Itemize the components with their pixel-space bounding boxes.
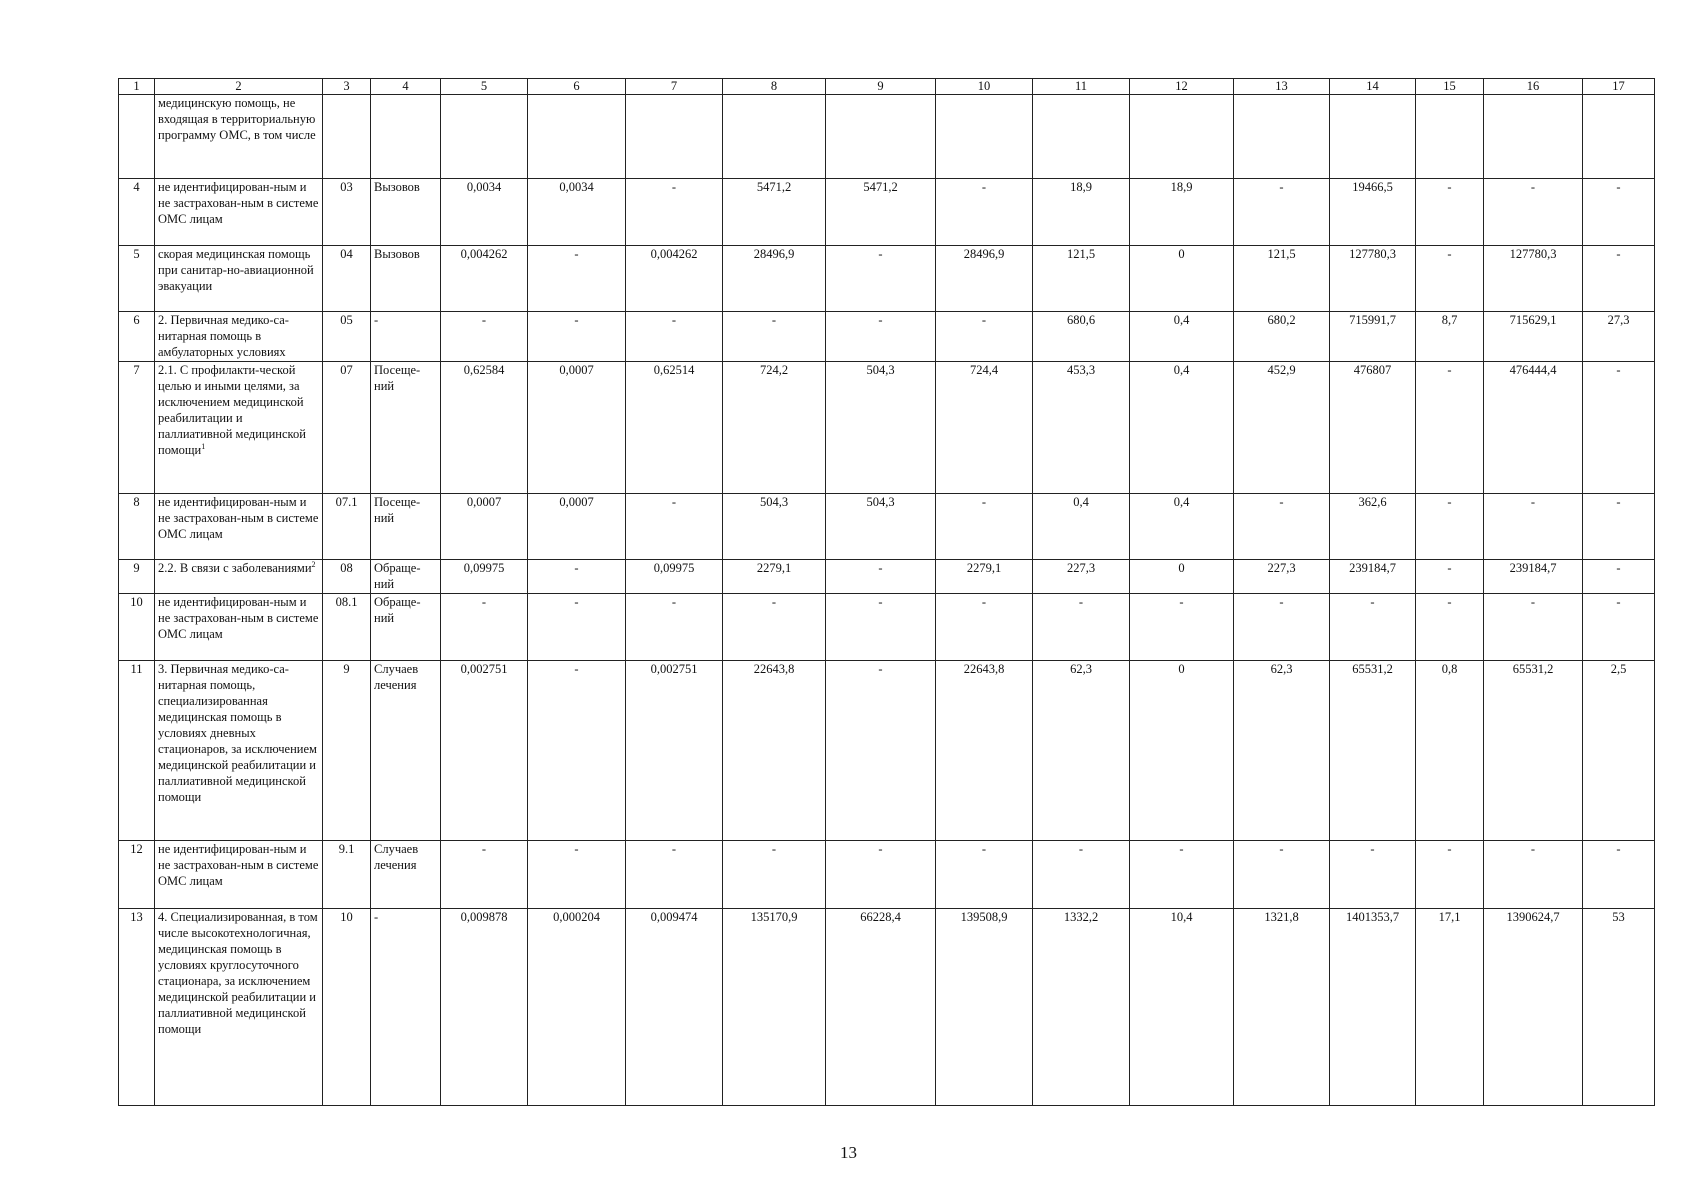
value-cell [1130,95,1234,179]
row-name-text: 4. Специализированная, в том числе высокотехнологичная, медицинская помощь в условиях круглосуточного стационара, за исключением медицинской реабилитации и паллиативной медицинской помощи [158,910,318,1036]
value-cell: 65531,2 [1330,661,1416,841]
value-cell: 2279,1 [936,560,1033,594]
value-cell: - [1416,594,1484,661]
value-cell: - [528,594,626,661]
row-name-text: медицинскую помощь, не входящая в территориальную программу ОМС, в том числе [158,96,316,142]
value-cell: 1321,8 [1234,909,1330,1106]
value-cell: - [528,312,626,362]
header-cell: 6 [528,79,626,95]
value-cell: - [826,841,936,909]
value-cell [528,95,626,179]
document-sheet [118,78,1654,1106]
row-code-cell: 04 [323,246,371,312]
value-cell [441,95,528,179]
row-code-cell: 07 [323,362,371,494]
value-cell: 504,3 [723,494,826,560]
value-cell: 504,3 [826,362,936,494]
value-cell: 0,0007 [528,362,626,494]
row-number-cell: 10 [119,594,155,661]
value-cell: - [441,594,528,661]
value-cell: 0,8 [1416,661,1484,841]
row-number-cell: 6 [119,312,155,362]
value-cell: - [936,594,1033,661]
unit-cell: Вызовов [371,179,441,246]
value-cell: 28496,9 [723,246,826,312]
value-cell: - [1484,179,1583,246]
value-cell: - [1234,594,1330,661]
value-cell: 239184,7 [1484,560,1583,594]
value-cell: 0,0007 [528,494,626,560]
header-cell: 1 [119,79,155,95]
row-name-cell [155,362,323,494]
value-cell: 19466,5 [1330,179,1416,246]
value-cell: - [1583,246,1655,312]
header-cell: 9 [826,79,936,95]
table-row [119,362,1655,494]
value-cell: 680,2 [1234,312,1330,362]
row-name-cell [155,841,323,909]
value-cell: - [826,661,936,841]
header-cell: 15 [1416,79,1484,95]
value-cell: - [1484,594,1583,661]
header-cell: 4 [371,79,441,95]
value-cell: 715991,7 [1330,312,1416,362]
row-name-text: 3. Первичная медико-са-нитарная помощь, специализированная медицинская помощь в условиях дневных стационаров, за исключением медицинской реабилитации и паллиативной медицинской помощи [158,662,317,804]
value-cell: 0,0007 [441,494,528,560]
value-cell: - [826,246,936,312]
row-code-cell: 05 [323,312,371,362]
row-name-text: 2. Первичная медико-са-нитарная помощь в амбулаторных условиях [158,313,289,359]
value-cell: 28496,9 [936,246,1033,312]
value-cell: 8,7 [1416,312,1484,362]
header-cell: 14 [1330,79,1416,95]
row-code-cell: 07.1 [323,494,371,560]
value-cell: - [1484,841,1583,909]
row-name-cell [155,179,323,246]
value-cell: 0,0034 [528,179,626,246]
header-cell: 8 [723,79,826,95]
unit-cell: Случаев лечения [371,661,441,841]
value-cell: 0,0034 [441,179,528,246]
row-number-cell: 9 [119,560,155,594]
value-cell: 0,62584 [441,362,528,494]
value-cell: 121,5 [1234,246,1330,312]
value-cell [1583,95,1655,179]
row-name-text: не идентифицирован-ным и не застрахован-ным в системе ОМС лицам [158,595,319,641]
row-code-cell: 03 [323,179,371,246]
table-row [119,494,1655,560]
value-cell: 62,3 [1234,661,1330,841]
row-name-text: не идентифицирован-ным и не застрахован-ным в системе ОМС лицам [158,180,319,226]
value-cell: 62,3 [1033,661,1130,841]
value-cell: 504,3 [826,494,936,560]
value-cell: - [1416,494,1484,560]
row-code-cell: 9 [323,661,371,841]
row-name-text: 2.1. С профилакти-ческой целью и иными целями, за исключением медицинской реабилитации и паллиативной медицинской помощи [158,363,306,457]
value-cell: - [441,312,528,362]
value-cell: 476444,4 [1484,362,1583,494]
value-cell: 362,6 [1330,494,1416,560]
value-cell: 121,5 [1033,246,1130,312]
value-cell: 0,09975 [626,560,723,594]
header-cell: 7 [626,79,723,95]
row-code-cell: 08 [323,560,371,594]
row-name-text: не идентифицирован-ным и не застрахован-ным в системе ОМС лицам [158,842,319,888]
value-cell: - [1416,179,1484,246]
value-cell: 1401353,7 [1330,909,1416,1106]
value-cell: 227,3 [1033,560,1130,594]
value-cell: 10,4 [1130,909,1234,1106]
unit-cell: Посеще-ний [371,494,441,560]
value-cell: - [1130,594,1234,661]
unit-cell: Посеще-ний [371,362,441,494]
financing-table [118,78,1655,1106]
unit-cell [371,95,441,179]
value-cell [1484,95,1583,179]
table-row [119,312,1655,362]
value-cell: - [626,179,723,246]
value-cell: 0,4 [1130,362,1234,494]
value-cell: 0 [1130,661,1234,841]
row-number-cell: 7 [119,362,155,494]
value-cell [826,95,936,179]
value-cell: 0,004262 [626,246,723,312]
value-cell: - [626,312,723,362]
row-name-cell [155,594,323,661]
value-cell: 0,09975 [441,560,528,594]
footnote-marker: 1 [201,441,206,451]
value-cell: 680,6 [1033,312,1130,362]
row-number-cell: 11 [119,661,155,841]
row-name-text: не идентифицирован-ным и не застрахован-ным в системе ОМС лицам [158,495,319,541]
row-number-cell: 4 [119,179,155,246]
row-name-cell [155,246,323,312]
value-cell: - [1130,841,1234,909]
header-cell: 10 [936,79,1033,95]
value-cell: 22643,8 [936,661,1033,841]
value-cell [723,95,826,179]
unit-cell: - [371,909,441,1106]
value-cell: - [1416,362,1484,494]
unit-cell: Обраще-ний [371,560,441,594]
header-cell: 11 [1033,79,1130,95]
value-cell: - [723,841,826,909]
value-cell: - [626,494,723,560]
value-cell: - [528,841,626,909]
value-cell: 18,9 [1033,179,1130,246]
value-cell: 1332,2 [1033,909,1130,1106]
value-cell: - [936,312,1033,362]
row-code-cell: 9.1 [323,841,371,909]
value-cell: 0,002751 [441,661,528,841]
value-cell: - [441,841,528,909]
value-cell: - [826,312,936,362]
unit-cell: Случаев лечения [371,841,441,909]
value-cell: 66228,4 [826,909,936,1106]
value-cell: - [1416,841,1484,909]
value-cell: 22643,8 [723,661,826,841]
value-cell: - [626,594,723,661]
value-cell [1234,95,1330,179]
row-name-cell [155,494,323,560]
row-name-cell [155,909,323,1106]
value-cell: 127780,3 [1484,246,1583,312]
value-cell: - [826,560,936,594]
value-cell: 227,3 [1234,560,1330,594]
value-cell: - [626,841,723,909]
unit-cell: Обраще-ний [371,594,441,661]
row-name-text: 2.2. В связи с заболеваниями [158,561,312,575]
row-code-cell [323,95,371,179]
value-cell [626,95,723,179]
row-name-cell [155,95,323,179]
row-name-cell [155,661,323,841]
value-cell: - [936,494,1033,560]
value-cell: 0,62514 [626,362,723,494]
value-cell: 0 [1130,560,1234,594]
value-cell: 0,004262 [441,246,528,312]
value-cell: 239184,7 [1330,560,1416,594]
row-number-cell: 12 [119,841,155,909]
value-cell: - [936,841,1033,909]
value-cell: 5471,2 [723,179,826,246]
value-cell: 17,1 [1416,909,1484,1106]
header-cell: 2 [155,79,323,95]
value-cell [936,95,1033,179]
value-cell: 0 [1130,246,1234,312]
value-cell: - [826,594,936,661]
value-cell: 0,4 [1130,494,1234,560]
footnote-marker: 2 [311,559,316,569]
value-cell: 715629,1 [1484,312,1583,362]
value-cell: 452,9 [1234,362,1330,494]
unit-cell: - [371,312,441,362]
value-cell: - [528,661,626,841]
value-cell: - [1033,594,1130,661]
value-cell: - [936,179,1033,246]
table-row [119,560,1655,594]
unit-cell: Вызовов [371,246,441,312]
header-cell: 12 [1130,79,1234,95]
value-cell: - [1234,494,1330,560]
value-cell: - [1583,594,1655,661]
header-cell: 13 [1234,79,1330,95]
value-cell: 5471,2 [826,179,936,246]
value-cell: 453,3 [1033,362,1130,494]
table-row [119,661,1655,841]
value-cell: 0,4 [1033,494,1130,560]
header-cell: 17 [1583,79,1655,95]
value-cell: - [1416,560,1484,594]
value-cell: 0,009878 [441,909,528,1106]
value-cell: 0,009474 [626,909,723,1106]
value-cell: 724,2 [723,362,826,494]
header-cell: 16 [1484,79,1583,95]
value-cell: 724,4 [936,362,1033,494]
value-cell: - [1583,560,1655,594]
value-cell: 135170,9 [723,909,826,1106]
table-row [119,909,1655,1106]
column-number-row [119,79,1655,95]
row-number-cell: 13 [119,909,155,1106]
value-cell: - [1234,179,1330,246]
value-cell: 65531,2 [1484,661,1583,841]
row-name-cell [155,560,323,594]
value-cell: - [1583,841,1655,909]
row-code-cell: 10 [323,909,371,1106]
value-cell: - [1484,494,1583,560]
value-cell: - [1330,841,1416,909]
value-cell: - [1416,246,1484,312]
value-cell: - [528,246,626,312]
value-cell: 2,5 [1583,661,1655,841]
value-cell: - [723,312,826,362]
row-number-cell [119,95,155,179]
table-row [119,841,1655,909]
value-cell: - [723,594,826,661]
page-number: 13 [840,1143,857,1162]
value-cell [1416,95,1484,179]
value-cell [1033,95,1130,179]
value-cell: 0,002751 [626,661,723,841]
value-cell: 1390624,7 [1484,909,1583,1106]
value-cell: - [1583,362,1655,494]
value-cell: 139508,9 [936,909,1033,1106]
value-cell: - [1583,494,1655,560]
value-cell: 127780,3 [1330,246,1416,312]
row-number-cell: 8 [119,494,155,560]
header-cell: 5 [441,79,528,95]
value-cell [1330,95,1416,179]
value-cell: - [1583,179,1655,246]
table-row [119,179,1655,246]
value-cell: 2279,1 [723,560,826,594]
value-cell: 53 [1583,909,1655,1106]
value-cell: 0,000204 [528,909,626,1106]
value-cell: 18,9 [1130,179,1234,246]
value-cell: 476807 [1330,362,1416,494]
row-name-text: скорая медицинская помощь при санитар-но-авиационной эвакуации [158,247,314,293]
table-row [119,594,1655,661]
header-cell: 3 [323,79,371,95]
value-cell: - [1033,841,1130,909]
row-code-cell: 08.1 [323,594,371,661]
row-number-cell: 5 [119,246,155,312]
table-row [119,95,1655,179]
row-name-cell [155,312,323,362]
value-cell: - [528,560,626,594]
value-cell: - [1234,841,1330,909]
value-cell: 27,3 [1583,312,1655,362]
table-row [119,246,1655,312]
value-cell: - [1330,594,1416,661]
value-cell: 0,4 [1130,312,1234,362]
